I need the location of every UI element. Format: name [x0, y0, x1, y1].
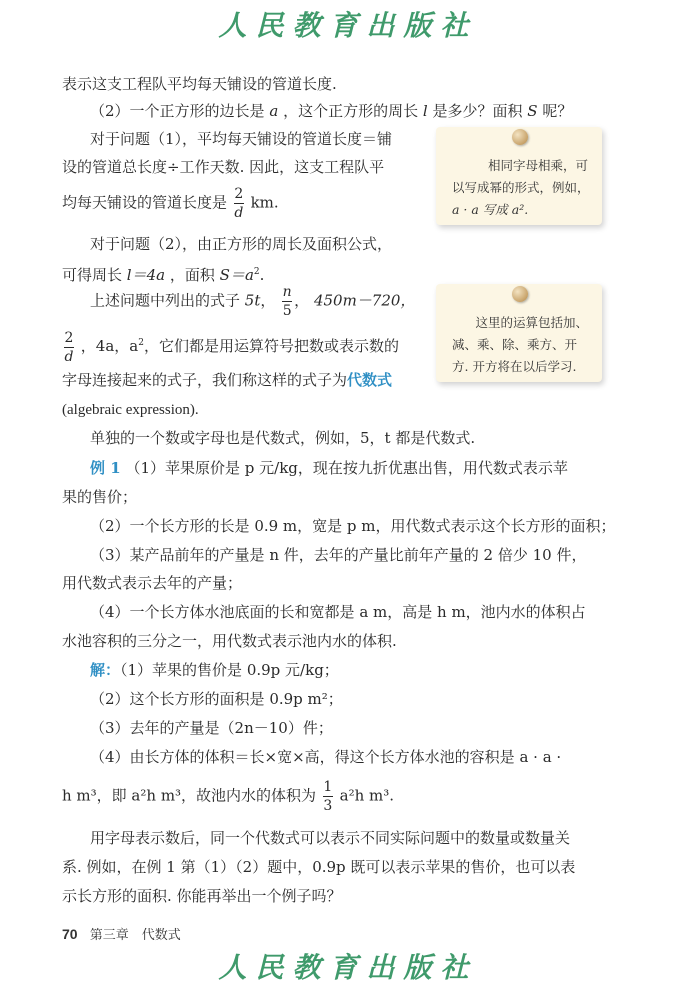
text-line: 用代数式表示去年的产量； — [62, 574, 243, 592]
fraction — [282, 284, 292, 319]
text-line — [62, 186, 279, 221]
text-line: 用字母表示数后，同一个代数式可以表示不同实际问题中的数量或数量关 — [90, 829, 571, 847]
note-line: 这里的运算包括加、 — [475, 315, 588, 330]
superscript: 2 — [253, 267, 260, 277]
text-line: 对于问题（2），由正方形的周长及面积公式， — [90, 235, 393, 253]
note-line: 以写成幂的形式，例如， — [452, 180, 590, 195]
text-line: 可得周长 l＝4a ，面积 $S=a^2$. — [62, 266, 265, 284]
text-line: 上述问题中列出的式子 5t， $\frac{n}{5}$ ， 450m－720， — [90, 284, 416, 319]
text-line: 单独的一个数或字母也是代数式，例如，5，t 都是代数式. — [90, 429, 476, 447]
fraction-numerator: n — [282, 284, 292, 300]
fraction — [64, 330, 74, 365]
text-segment: （2）一个正方形的边长是 — [90, 102, 265, 120]
math-expression: 5t — [244, 291, 261, 310]
text-segment: a²h m³. — [339, 786, 395, 805]
note-line: 减、乘、除、乘方、开 — [452, 337, 578, 352]
text-segment: 是多少？面积 — [432, 102, 523, 120]
text-segment: 上述问题中列出的式子 — [90, 291, 241, 310]
example-label: 例 1 — [90, 459, 121, 477]
fraction — [234, 186, 244, 221]
text-line: 示长方形的面积. 你能再举出一个例子吗？ — [62, 887, 342, 905]
text-line: 设的管道总长度÷工作天数. 因此，这支工程队平 — [62, 158, 385, 176]
text-segment: ，它们都是用运算符号把数或表示数的 — [143, 337, 399, 355]
text-segment: ，这个正方形的周长 — [283, 102, 419, 120]
text-line: (algebraic expression). — [62, 402, 199, 418]
math-expression: l＝4a — [126, 266, 166, 284]
text-line — [62, 370, 392, 390]
text-line: （3）去年的产量是（2n－10）件； — [90, 719, 333, 737]
note-line: 相同字母相乘，可 — [487, 158, 588, 173]
fraction-bar — [282, 301, 292, 302]
text-line: （4）一个长方体水池底面的长和宽都是 a m，高是 h m，池内水的体积占 — [90, 603, 586, 621]
text-line — [62, 327, 399, 365]
text-line — [90, 660, 339, 680]
math-expression: S＝a — [219, 266, 254, 284]
fraction-numerator: 2 — [234, 186, 244, 202]
text-segment: km. — [250, 193, 279, 212]
fraction-denominator: 5 — [282, 303, 292, 319]
publisher-logo-top: 人民教育出版社 — [218, 9, 478, 42]
text-line: （2）一个长方形的长是 0.9 m，宽是 p m，用代数式表示这个长方形的面积； — [90, 517, 616, 535]
text-line — [90, 101, 572, 121]
text-segment: 均每天铺设的管道长度是 — [62, 193, 228, 212]
text-segment: ，面积 — [169, 266, 215, 284]
text-line — [90, 458, 568, 478]
solution-label: 解： — [90, 661, 121, 679]
text-segment: 呢？ — [542, 102, 573, 120]
text-segment: h m³，即 a²h m³，故池内水的体积为 — [62, 786, 317, 805]
fraction-numerator: 2 — [64, 329, 74, 346]
text-line: 水池容积的三分之一，用代数式表示池内水的体积. — [62, 632, 397, 650]
text-line: 果的售价； — [62, 488, 138, 506]
math-var: a — [269, 102, 279, 120]
text-segment: 可得周长 — [62, 266, 123, 284]
text-segment: （1）苹果的售价是 0.9p 元/kg； — [120, 661, 339, 679]
text-line: 对于问题（1），平均每天铺设的管道长度＝铺 — [90, 130, 393, 148]
side-note-powers — [436, 127, 602, 225]
page-number: 70 — [62, 926, 78, 942]
math-var: l — [422, 102, 428, 120]
text-line — [62, 779, 394, 814]
text-line: 表示这支工程队平均每天铺设的管道长度. — [62, 75, 337, 93]
text-segment: 字母连接起来的式子，我们称这样的式子为 — [62, 371, 348, 389]
fraction-bar — [64, 347, 74, 348]
text-segment: （1）苹果原价是 p 元/kg，现在按九折优惠出售，用代数式表示苹 — [125, 459, 568, 477]
fraction-bar — [234, 203, 244, 204]
chapter-title: 第三章 代数式 — [89, 928, 181, 943]
text-segment: ，4a，a — [80, 337, 139, 355]
key-term: 代数式 — [347, 371, 393, 389]
text-line: （3）某产品前年的产量是 n 件，去年的产量比前年产量的 2 倍少 10 件， — [90, 546, 587, 564]
math-expression: 450m－720， — [313, 291, 416, 310]
note-line: 方. 开方将在以后学习. — [452, 359, 577, 374]
text-line: （4）由长方体的体积＝长×宽×高，得这个长方体水池的容积是 a · a · — [90, 748, 562, 766]
text-line: 系. 例如，在例 1 第（1）（2）题中，0.9p 既可以表示苹果的售价，也可以表 — [62, 858, 576, 876]
fraction-denominator: 3 — [323, 798, 333, 814]
pin-icon — [512, 286, 528, 302]
publisher-logo-bottom: 人民教育出版社 — [218, 951, 478, 984]
text-line: （2）这个长方形的面积是 0.9p m²； — [90, 690, 343, 708]
page-footer — [62, 924, 181, 943]
fraction — [323, 779, 333, 814]
math-var: S — [527, 102, 538, 120]
superscript: 2 — [138, 338, 144, 348]
fraction-bar — [323, 796, 333, 797]
side-note-operations — [436, 284, 602, 382]
fraction-denominator: d — [64, 348, 74, 365]
fraction-denominator: d — [234, 205, 244, 221]
pin-icon — [512, 129, 528, 145]
fraction-numerator: 1 — [323, 779, 333, 795]
note-line: a · a 写成 a². — [452, 202, 529, 217]
